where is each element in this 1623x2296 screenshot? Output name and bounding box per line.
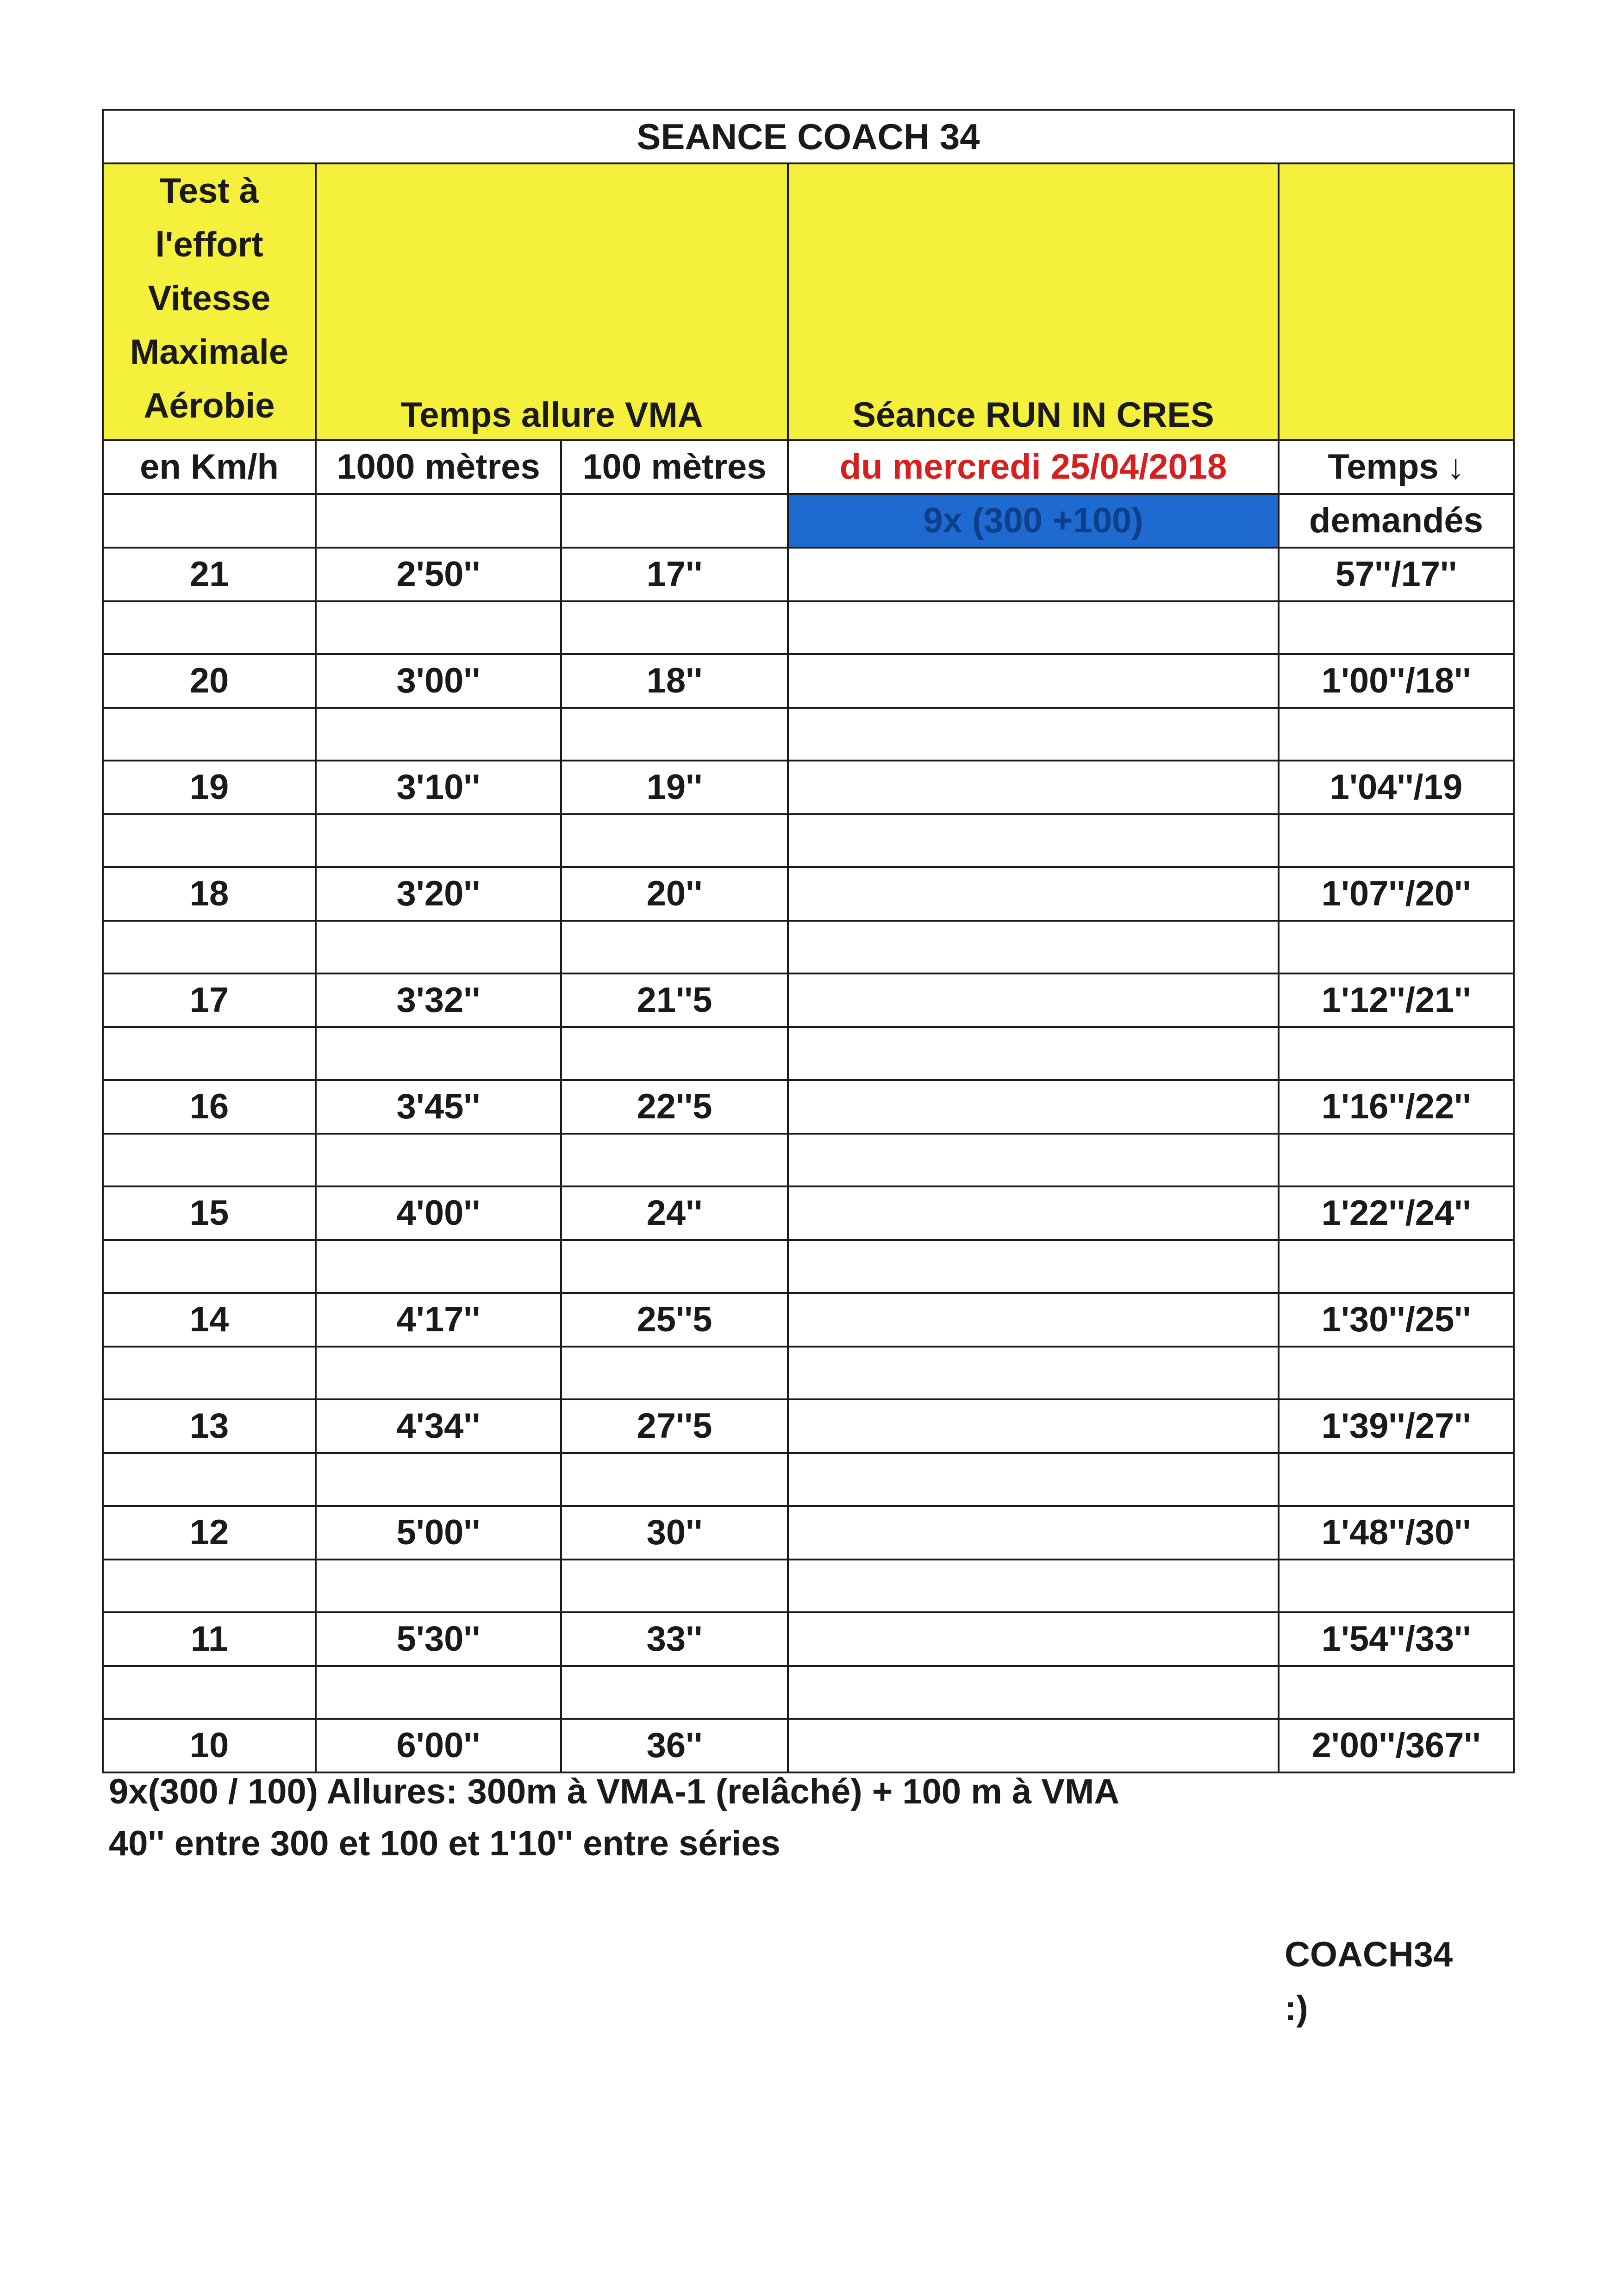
vma-cell: 12 [103,1506,316,1560]
spacer-row [103,1027,1514,1080]
empty-cell [561,1453,788,1506]
table-row [103,761,1514,814]
vma-cell: 20 [103,654,316,708]
demandes-cell: 1'16''/22'' [1279,1080,1514,1134]
temps-label: Temps [1328,447,1439,487]
empty-cell [103,1453,316,1506]
empty-cell [788,1453,1279,1506]
empty-cell [316,601,561,654]
time-1000-cell: 3'32'' [316,973,561,1027]
empty-cell [316,494,561,548]
seance-cell [788,654,1279,708]
vma-cell: 11 [103,1612,316,1666]
empty-cell [788,1134,1279,1186]
time-100-cell: 19'' [561,761,788,814]
empty-cell [1279,601,1514,654]
time-1000-cell: 6'00'' [316,1719,561,1772]
time-100-cell: 30'' [561,1506,788,1560]
empty-cell [1279,708,1514,761]
table-row [103,867,1514,921]
empty-cell [316,1347,561,1399]
unit-header: en Km/h [103,440,316,494]
spacer-row [103,1347,1514,1399]
time-100-cell: 18'' [561,654,788,708]
time-1000-cell: 2'50'' [316,548,561,601]
spacer-row [103,1134,1514,1186]
spacer-row [103,814,1514,867]
empty-cell [788,1666,1279,1719]
empty-cell [1279,1560,1514,1612]
time-100-cell: 20'' [561,867,788,921]
empty-cell [1279,1666,1514,1719]
demandes-cell: 57''/17'' [1279,548,1514,601]
demandes-cell: 1'48''/30'' [1279,1506,1514,1560]
demandes-cell: 1'04''/19 [1279,761,1514,814]
vma-header-line: Vitesse [148,279,271,318]
seance-cell [788,548,1279,601]
pace-table [102,109,1515,1773]
vma-header-line: l'effort [155,225,263,264]
demandes-cell: 2'00''/367'' [1279,1719,1514,1772]
empty-cell [316,921,561,973]
spacer-row [103,1560,1514,1612]
empty-cell [103,1134,316,1186]
empty-cell [1279,1240,1514,1293]
demandes-cell: 1'00''/18'' [1279,654,1514,708]
time-100-cell: 25''5 [561,1293,788,1347]
spacer-row [103,601,1514,654]
spacer-row [103,1240,1514,1293]
empty-cell [561,1240,788,1293]
vma-cell: 15 [103,1186,316,1240]
empty-cell [103,1027,316,1080]
time-1000-cell: 4'17'' [316,1293,561,1347]
time-1000-cell: 4'00'' [316,1186,561,1240]
empty-cell [561,1347,788,1399]
seance-cell [788,1186,1279,1240]
seance-cell [788,1719,1279,1772]
table-row [103,1186,1514,1240]
table-row [103,548,1514,601]
time-100-cell: 24'' [561,1186,788,1240]
empty-cell [103,601,316,654]
empty-cell [561,1560,788,1612]
time-1000-cell: 3'45'' [316,1080,561,1134]
time-100-cell: 27''5 [561,1399,788,1453]
note-line: 9x(300 / 100) Allures: 300m à VMA-1 (relâché) + 100 m à VMA [109,1772,1120,1811]
time-100-cell: 22''5 [561,1080,788,1134]
date-header: du mercredi 25/04/2018 [788,440,1279,494]
seance-cell [788,1612,1279,1666]
vma-header-line: Test à [159,171,259,211]
empty-cell [316,1560,561,1612]
empty-cell [316,708,561,761]
empty-cell [103,494,316,548]
vma-header [103,163,316,440]
empty-header [1279,163,1514,440]
empty-cell [316,1027,561,1080]
table-row [103,1399,1514,1453]
demandes-cell: 1'54''/33'' [1279,1612,1514,1666]
empty-cell [788,1560,1279,1612]
seance-cell [788,1506,1279,1560]
time-1000-cell: 5'30'' [316,1612,561,1666]
time-1000-cell: 4'34'' [316,1399,561,1453]
empty-cell [561,601,788,654]
demandes-cell: 1'22''/24'' [1279,1186,1514,1240]
table-row [103,1293,1514,1347]
time-100-cell: 36'' [561,1719,788,1772]
vma-cell: 21 [103,548,316,601]
seance-cell [788,1080,1279,1134]
time-100-cell: 21''5 [561,973,788,1027]
vma-cell: 13 [103,1399,316,1453]
empty-cell [103,921,316,973]
empty-cell [788,1347,1279,1399]
demandes-cell: 1'12''/21'' [1279,973,1514,1027]
empty-cell [316,814,561,867]
note-line: 40'' entre 300 et 100 et 1'10'' entre séries [109,1824,780,1863]
signature-smiley: :) [1285,1989,1308,2028]
empty-cell [561,1134,788,1186]
spacer-row [103,921,1514,973]
empty-cell [788,814,1279,867]
empty-cell [561,814,788,867]
table-row [103,1719,1514,1772]
time-1000-cell: 3'20'' [316,867,561,921]
empty-cell [788,921,1279,973]
vma-header-line: Maximale [130,332,289,372]
time-1000-cell: 5'00'' [316,1506,561,1560]
time-100-cell: 33'' [561,1612,788,1666]
table-row [103,1506,1514,1560]
empty-cell [1279,1347,1514,1399]
table-row [103,1080,1514,1134]
spacer-row [103,1666,1514,1719]
empty-cell [561,1027,788,1080]
seance-cell [788,973,1279,1027]
seance-header: Séance RUN IN CRES [788,163,1279,440]
time-1000-cell: 3'10'' [316,761,561,814]
seance-cell [788,1399,1279,1453]
empty-cell [103,814,316,867]
col-1000-header: 1000 mètres [316,440,561,494]
empty-cell [561,708,788,761]
temps-header [1279,440,1514,494]
temps-allure-header: Temps allure VMA [316,163,788,440]
demandes-cell: 1'07''/20'' [1279,867,1514,921]
demandes-cell: 1'30''/25'' [1279,1293,1514,1347]
empty-cell [103,1560,316,1612]
empty-cell [316,1134,561,1186]
vma-cell: 17 [103,973,316,1027]
time-100-cell: 17'' [561,548,788,601]
empty-cell [103,708,316,761]
col-100-header: 100 mètres [561,440,788,494]
signature-name: COACH34 [1285,1935,1453,1974]
time-1000-cell: 3'00'' [316,654,561,708]
seance-cell [788,761,1279,814]
workout-notes [109,1766,1119,1870]
empty-cell [103,1240,316,1293]
empty-cell [316,1240,561,1293]
vma-cell: 18 [103,867,316,921]
table-title: SEANCE COACH 34 [103,110,1514,163]
empty-cell [561,1666,788,1719]
table-row [103,654,1514,708]
arrow-down-icon: ↓ [1447,447,1465,487]
empty-cell [1279,814,1514,867]
empty-cell [1279,921,1514,973]
spacer-row [103,1453,1514,1506]
spacer-row [103,708,1514,761]
vma-cell: 14 [103,1293,316,1347]
empty-cell [788,708,1279,761]
empty-cell [103,1666,316,1719]
empty-cell [316,1453,561,1506]
vma-cell: 10 [103,1719,316,1772]
empty-cell [103,1347,316,1399]
vma-cell: 16 [103,1080,316,1134]
empty-cell [1279,1453,1514,1506]
empty-cell [561,494,788,548]
table-row [103,973,1514,1027]
empty-cell [316,1666,561,1719]
table-row [103,1612,1514,1666]
vma-header-line: Aérobie [144,386,275,425]
empty-cell [561,921,788,973]
workout-banner: 9x (300 +100) [788,494,1279,548]
workout-sheet [102,109,1513,1773]
demandes-header: demandés [1279,494,1514,548]
demandes-cell: 1'39''/27'' [1279,1399,1514,1453]
empty-cell [1279,1027,1514,1080]
seance-cell [788,867,1279,921]
seance-cell [788,1293,1279,1347]
empty-cell [788,1240,1279,1293]
empty-cell [788,1027,1279,1080]
empty-cell [788,601,1279,654]
signature [1285,1928,1453,2035]
empty-cell [1279,1134,1514,1186]
vma-cell: 19 [103,761,316,814]
